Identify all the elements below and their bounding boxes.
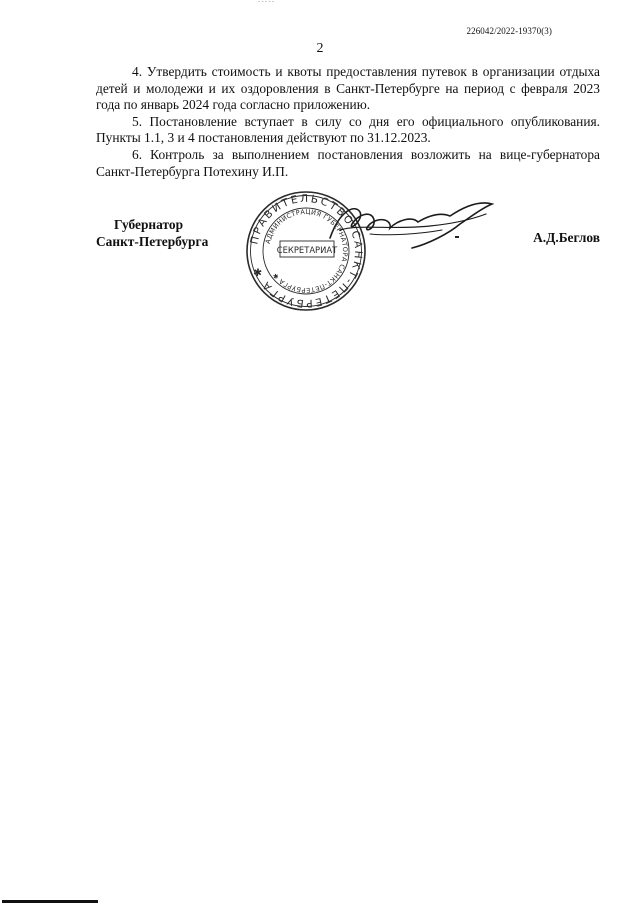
paragraph-6: 6. Контроль за выполнением постановления возложить на вице-губернатора Санкт-Петербурга Потехину И.П. <box>96 146 600 179</box>
page-number: 2 <box>316 41 324 56</box>
signatory-name: А.Д.Беглов <box>533 230 600 245</box>
footer-rule <box>2 900 98 903</box>
scan-artifact: - - - - - <box>258 0 274 4</box>
document-body <box>96 64 600 180</box>
signature-graphic <box>300 190 500 260</box>
ink-dot <box>455 236 459 238</box>
paragraph-5: 5. Постановление вступает в силу со дня его официального опубликования. Пункты 1.1, 3 и 4 постановления действуют по 31.12.2023. <box>96 113 600 146</box>
svg-text:АДМИНИСТРАЦИЯ ГУБЕРНАТОРА САНК: АДМИНИСТРАЦИЯ ГУБЕРНАТОРА САНКТ-ПЕТЕРБУРГА ✱ <box>263 207 350 295</box>
svg-text:ПРАВИТЕЛЬСТВО САНКТ-ПЕТЕРБУРГА: ПРАВИТЕЛЬСТВО САНКТ-ПЕТЕРБУРГА ✱ <box>248 192 365 310</box>
svg-text:СЕКРЕТАРИАТ: СЕКРЕТАРИАТ <box>276 245 338 255</box>
position-title: Губернатор <box>114 217 184 232</box>
document-id: 226042/2022-19370(3) <box>466 26 552 36</box>
paragraph-4: 4. Утвердить стоимость и квоты предоставления путевок в организации отдыха детей и молодежи и их оздоровления в Санкт-Петербурге на период с февраля 2023 года по январь 2024 года согласно приложению. <box>96 64 600 113</box>
position-region: Санкт-Петербурга <box>96 233 209 249</box>
handwritten-signature <box>300 190 500 260</box>
signatory-position <box>96 217 208 250</box>
